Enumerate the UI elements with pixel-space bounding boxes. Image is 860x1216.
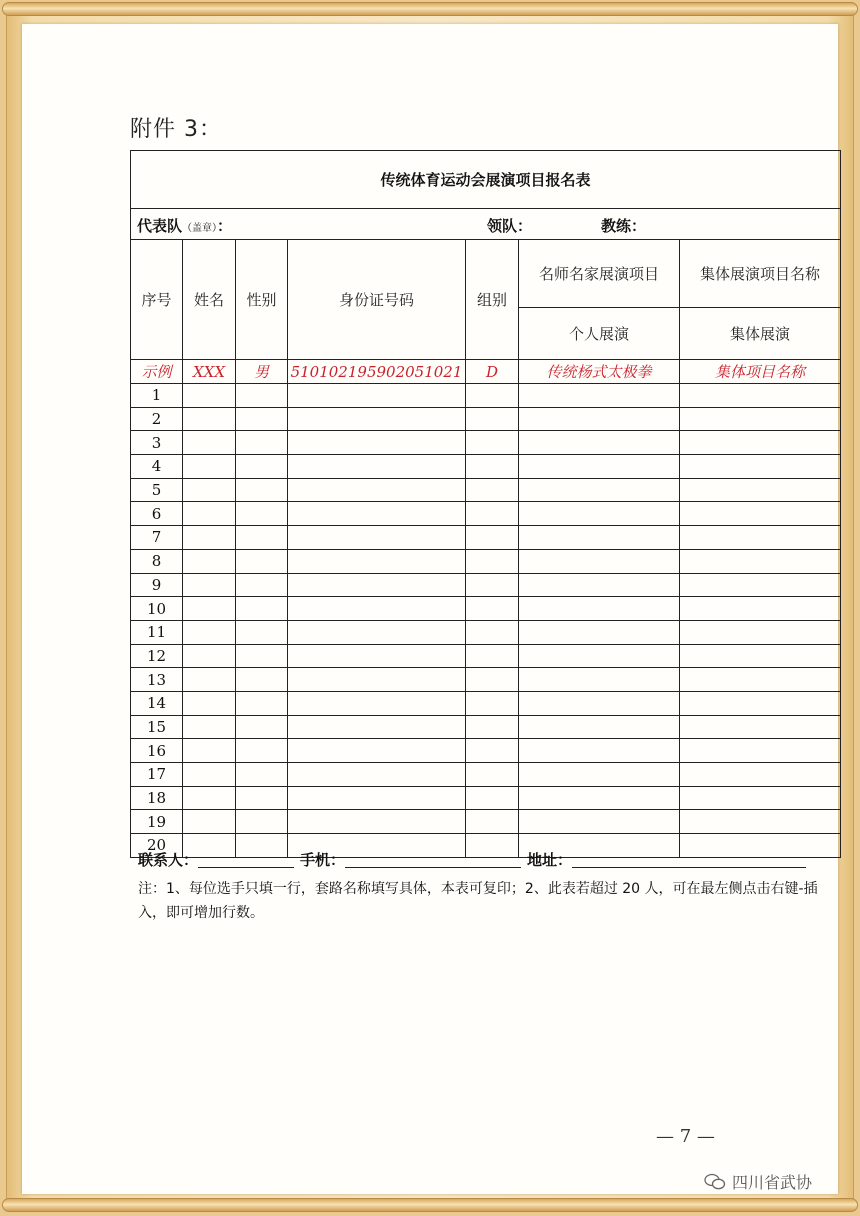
row-number: 14 [131,691,183,715]
table-row [131,526,841,550]
entry-cell[interactable] [519,502,680,526]
header-group: 组别 [466,240,519,360]
attachment-label: 附件 3： [130,117,222,142]
entry-cell[interactable] [680,786,841,810]
entry-cell[interactable] [183,597,236,621]
entry-cell[interactable] [466,549,519,573]
header-gender: 性别 [236,240,288,360]
entry-cell[interactable] [183,715,236,739]
row-number: 4 [131,455,183,479]
entry-cell[interactable] [680,620,841,644]
entry-cell[interactable] [519,668,680,692]
table-row [131,597,841,621]
entry-cell[interactable] [236,620,288,644]
table-row [131,431,841,455]
header-collective: 集体展演 [680,308,841,360]
entry-cell[interactable] [236,763,288,787]
entry-cell[interactable] [466,715,519,739]
row-number: 19 [131,810,183,834]
entry-cell[interactable] [288,384,466,408]
page-number: — 7 — [656,1126,715,1147]
team-info-row [131,209,841,240]
header-master-project: 名师名家展演项目 [519,240,680,308]
row-number: 6 [131,502,183,526]
wechat-icon [704,1173,726,1191]
entry-cell[interactable] [466,502,519,526]
entry-cell[interactable] [236,431,288,455]
entry-cell[interactable] [519,644,680,668]
registration-form-table [130,150,841,858]
entry-cell[interactable] [680,644,841,668]
entry-cell[interactable] [183,668,236,692]
table-row [131,549,841,573]
entry-cell[interactable] [288,810,466,834]
contact-line [138,849,812,870]
entry-cell[interactable] [236,384,288,408]
entry-cell[interactable] [236,691,288,715]
table-row [131,715,841,739]
example-row [131,360,841,384]
entry-cell[interactable] [680,455,841,479]
entry-cell[interactable] [519,384,680,408]
entry-cell[interactable] [680,597,841,621]
entry-cell[interactable] [236,668,288,692]
row-number: 2 [131,407,183,431]
entry-cell[interactable] [519,810,680,834]
entry-cell[interactable] [288,526,466,550]
header-individual: 个人展演 [519,308,680,360]
entry-cell[interactable] [236,573,288,597]
table-row [131,691,841,715]
table-row [131,644,841,668]
row-number: 13 [131,668,183,692]
entry-cell[interactable] [183,526,236,550]
entry-cell[interactable] [236,810,288,834]
entry-cell[interactable] [288,739,466,763]
entry-cell[interactable] [519,786,680,810]
entry-cell[interactable] [288,597,466,621]
entry-cell[interactable] [288,644,466,668]
header-collective-name: 集体展演项目名称 [680,240,841,308]
row-number: 15 [131,715,183,739]
entry-cell[interactable] [466,384,519,408]
entry-cell[interactable] [466,620,519,644]
address-label: 地址： [527,851,573,869]
entry-cell[interactable] [680,715,841,739]
row-number: 20 [131,834,183,858]
table-row [131,810,841,834]
entry-cell[interactable] [288,549,466,573]
entry-cell[interactable] [680,763,841,787]
example-seq: 示例 [131,360,183,384]
row-number: 5 [131,478,183,502]
form-title: 传统体育运动会展演项目报名表 [131,151,841,209]
entry-cell[interactable] [236,526,288,550]
entry-cell[interactable] [519,573,680,597]
entry-cell[interactable] [680,668,841,692]
entry-cell[interactable] [680,691,841,715]
entry-cell[interactable] [466,668,519,692]
entry-cell[interactable] [236,715,288,739]
entry-cell[interactable] [680,573,841,597]
team-colon: ： [217,217,233,235]
entry-cell[interactable] [466,478,519,502]
example-id-number: 510102195902051021 [288,360,466,384]
entry-cell[interactable] [183,549,236,573]
entry-cell[interactable] [288,668,466,692]
example-individual: 传统杨式太极拳 [519,360,680,384]
entry-cell[interactable] [466,455,519,479]
entry-cell[interactable] [183,573,236,597]
entry-cell[interactable] [519,597,680,621]
row-number: 17 [131,763,183,787]
example-name: XXX [183,360,236,384]
entry-cell[interactable] [288,407,466,431]
entry-cell[interactable] [236,549,288,573]
example-group: D [466,360,519,384]
watermark-text: 四川省武协 [732,1173,813,1192]
contact-label: 联系人： [138,851,199,869]
table-row [131,455,841,479]
example-gender: 男 [236,360,288,384]
row-number: 12 [131,644,183,668]
entry-cell[interactable] [183,407,236,431]
entry-cell[interactable] [519,549,680,573]
entry-cell[interactable] [466,810,519,834]
header-id-number: 身份证号码 [288,240,466,360]
entry-cell[interactable] [236,407,288,431]
entry-cell[interactable] [519,691,680,715]
row-number: 1 [131,384,183,408]
entry-cell[interactable] [680,526,841,550]
entry-cell[interactable] [680,384,841,408]
phone-label: 手机： [300,851,346,869]
row-number: 10 [131,597,183,621]
entry-cell[interactable] [183,620,236,644]
entry-cell[interactable] [183,810,236,834]
table-row [131,573,841,597]
entry-cell[interactable] [288,715,466,739]
entry-cell[interactable] [680,431,841,455]
header-seq: 序号 [131,240,183,360]
entry-cell[interactable] [519,715,680,739]
entry-cell[interactable] [680,407,841,431]
entry-cell[interactable] [236,644,288,668]
entry-cell[interactable] [183,502,236,526]
entry-cell[interactable] [288,455,466,479]
entry-cell[interactable] [236,597,288,621]
entry-cell[interactable] [183,739,236,763]
phone-blank[interactable] [345,854,521,868]
entry-cell[interactable] [466,763,519,787]
entry-cell[interactable] [288,478,466,502]
entry-cell[interactable] [288,786,466,810]
scroll-roller-top [2,2,858,16]
contact-blank[interactable] [198,854,294,868]
row-number: 16 [131,739,183,763]
entry-cell[interactable] [466,691,519,715]
entry-cell[interactable] [680,810,841,834]
entry-cell[interactable] [680,502,841,526]
entry-cell[interactable] [236,502,288,526]
table-row [131,502,841,526]
entry-cell[interactable] [519,455,680,479]
table-row [131,407,841,431]
entry-cell[interactable] [236,478,288,502]
entry-cell[interactable] [466,644,519,668]
entry-cell[interactable] [680,739,841,763]
team-label-group [137,215,232,236]
entry-cell[interactable] [236,455,288,479]
row-number: 18 [131,786,183,810]
watermark [704,1170,812,1193]
entry-cell[interactable] [680,549,841,573]
entry-cell[interactable] [519,526,680,550]
entry-cell[interactable] [183,384,236,408]
table-row [131,668,841,692]
row-number: 3 [131,431,183,455]
row-number: 7 [131,526,183,550]
entry-cell[interactable] [288,573,466,597]
entry-cell[interactable] [680,478,841,502]
entry-cell[interactable] [466,431,519,455]
team-label: 代表队 [137,217,183,235]
entry-cell[interactable] [519,431,680,455]
entry-cell[interactable] [183,478,236,502]
entry-cell[interactable] [466,739,519,763]
entry-cell[interactable] [466,597,519,621]
entry-cell[interactable] [466,407,519,431]
entry-cell[interactable] [236,786,288,810]
form-note: 注：1、每位选手只填一行，套路名称填写具体，本表可复印；2、此表若超过 20 人，可在最左侧点击右键-插入，即可增加行数。 [138,881,818,921]
scroll-roller-bottom [2,1198,858,1212]
entry-cell[interactable] [288,691,466,715]
coach-label: 教练： [601,217,647,235]
entry-cell[interactable] [183,455,236,479]
header-name: 姓名 [183,240,236,360]
entry-cell[interactable] [236,739,288,763]
entry-cell[interactable] [466,526,519,550]
team-seal: （盖章） [182,223,218,234]
leader-label: 领队： [487,217,533,235]
row-number: 8 [131,549,183,573]
entry-cell[interactable] [466,786,519,810]
entry-cell[interactable] [519,739,680,763]
table-row [131,620,841,644]
entry-cell[interactable] [183,644,236,668]
example-collective: 集体项目名称 [680,360,841,384]
table-row [131,739,841,763]
entry-cell[interactable] [183,786,236,810]
entry-cell[interactable] [519,620,680,644]
entry-cell[interactable] [519,478,680,502]
table-row [131,786,841,810]
entry-cell[interactable] [183,763,236,787]
entry-cell[interactable] [288,620,466,644]
address-blank[interactable] [572,854,806,868]
table-row [131,384,841,408]
entry-cell[interactable] [288,431,466,455]
entry-cell[interactable] [183,431,236,455]
entry-cell[interactable] [288,502,466,526]
row-number: 9 [131,573,183,597]
entry-cell[interactable] [466,573,519,597]
entry-cell[interactable] [519,763,680,787]
entry-cell[interactable] [183,691,236,715]
table-row [131,478,841,502]
row-number: 11 [131,620,183,644]
table-row [131,763,841,787]
entry-cell[interactable] [288,763,466,787]
entry-cell[interactable] [519,407,680,431]
